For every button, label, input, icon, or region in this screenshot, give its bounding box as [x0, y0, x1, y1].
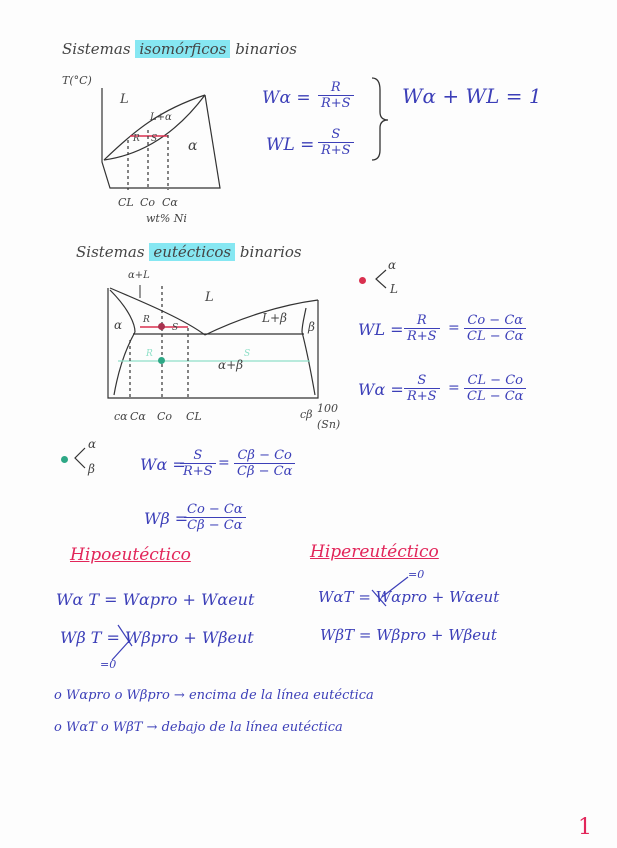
eu-eq-wa-num2: CL − Co	[467, 373, 523, 388]
g-eq-wb-lhs: Wβ =	[144, 509, 189, 528]
eu-eq-wl-num2: Co − Cα	[467, 313, 524, 328]
iso-tick-C0: Co	[140, 196, 156, 209]
hypo-eq2: Wβ T = Wβpro + Wβeut	[60, 628, 254, 647]
g-eq-wa-num: S	[193, 448, 203, 463]
iso-lever-R: R	[133, 134, 140, 144]
eu-eq-wa-den2: CL − Cα	[464, 388, 526, 404]
iso-eq-wl-num: S	[331, 127, 341, 142]
g-eq-wa-den: R+S	[180, 463, 216, 479]
eu-region-A: α	[114, 318, 123, 332]
eu-right-solvus	[302, 332, 315, 395]
eu-tick-CA: Cα	[130, 410, 146, 423]
eu-eq-wl-lhs: WL =	[358, 320, 404, 339]
g-eq-wa-lhs: Wα =	[140, 455, 186, 474]
iso-xaxis-label: wt% Ni	[146, 212, 187, 225]
eu-tick-ca: cα	[114, 410, 128, 423]
eu-region-LB: L+β	[262, 311, 287, 325]
eu-red-point	[158, 323, 165, 330]
iso-eq-wl-frac	[318, 127, 354, 158]
eu-region-L: L	[205, 290, 214, 305]
iso-region-A: α	[188, 138, 198, 154]
g-eq-wb-den: Cβ − Cα	[184, 517, 246, 533]
eu-eq-wa-frac2	[464, 373, 526, 404]
eu-tick-sn: (Sn)	[317, 418, 341, 431]
g-eq-wa-frac1	[180, 448, 216, 479]
equation-bracket	[372, 78, 388, 160]
eu-right-solidus	[302, 308, 306, 332]
eu-eq-wa-lhs: Wα =	[358, 380, 404, 399]
section2-title-highlight: eutécticos	[149, 243, 235, 261]
iso-tick-CA: Cα	[162, 196, 178, 209]
iso-eq-wa-lhs: Wα =	[262, 88, 311, 108]
green-point-branch	[75, 448, 85, 468]
iso-eq-wa-num: R	[330, 80, 341, 95]
green-point-beta: β	[88, 462, 95, 476]
note-line-1: o Wαpro o Wβpro → encima de la línea eutéctica	[54, 688, 374, 703]
eu-eq-wl-frac1	[404, 313, 440, 344]
green-point-marker	[61, 456, 68, 463]
g-eq-wa-frac2	[234, 448, 295, 479]
page-number: 1	[578, 815, 592, 840]
g-eq-wb-num: Co − Cα	[187, 502, 243, 517]
eu-green-point	[158, 357, 165, 364]
eu-tick-C0: Co	[157, 410, 173, 423]
hyper-eq1: WαT = Wαpro + Wαeut	[318, 588, 500, 606]
section1-title-rest: binarios	[235, 40, 297, 58]
red-point-marker	[359, 277, 366, 284]
iso-tick-CL: CL	[118, 196, 134, 209]
iso-region-L: L	[120, 92, 129, 107]
eu-eq-wl-num: R	[416, 313, 427, 328]
green-point-alpha: α	[88, 437, 97, 451]
eu-lever-S: S	[172, 323, 179, 333]
hyper-title: Hipereutéctico	[310, 542, 439, 562]
iso-eq-wl-den: R+S	[318, 142, 354, 158]
eu-tick-cb: cβ	[300, 408, 313, 421]
eu-eq-wl-frac2	[464, 313, 526, 344]
eu-left-solvus	[114, 332, 135, 395]
eu-eq-wl-equals: =	[448, 320, 460, 336]
eu-lever-S2: S	[244, 349, 251, 359]
section2-title	[76, 243, 302, 261]
hypo-eq1: Wα T = Wαpro + Wαeut	[56, 590, 255, 609]
g-eq-wa-num2: Cβ − Co	[237, 448, 292, 463]
hyper-eq2: WβT = Wβpro + Wβeut	[320, 626, 497, 644]
section2-title-plain: Sistemas	[76, 243, 145, 261]
eu-eq-wl-den: R+S	[404, 328, 440, 344]
eu-region-B: β	[308, 320, 315, 334]
iso-region-LA: L+α	[150, 112, 172, 123]
hyper-zero: =0	[408, 568, 425, 581]
eu-tick-CL: CL	[186, 410, 202, 423]
eu-lever-R: R	[143, 315, 150, 325]
red-point-branch	[376, 270, 386, 288]
iso-eq-wa-den: R+S	[318, 95, 354, 111]
iso-sum-equation: Wα + WL = 1	[402, 84, 542, 108]
eu-region-AL: α+L	[128, 270, 150, 281]
eu-eq-wa-frac1	[404, 373, 440, 404]
eu-region-AB: α+β	[218, 358, 244, 372]
hypo-zero: =0	[100, 658, 117, 671]
section2-title-rest: binarios	[239, 243, 302, 261]
eu-eq-wl-den2: CL − Cα	[464, 328, 526, 344]
eu-eq-wa-den: R+S	[404, 388, 440, 404]
iso-lever-S: S	[151, 134, 158, 144]
section1-title-highlight: isomórficos	[135, 40, 230, 58]
red-point-L: L	[390, 282, 398, 296]
section1-title-plain: Sistemas	[62, 40, 131, 58]
axis-temperature-label: T(°C)	[62, 74, 92, 87]
iso-eq-wa-frac	[318, 80, 354, 111]
g-eq-wa-den2: Cβ − Cα	[234, 463, 295, 479]
eu-tick-100: 100	[317, 402, 338, 415]
eu-eq-wa-equals: =	[448, 380, 460, 396]
g-eq-wa-equals: =	[218, 455, 230, 471]
iso-eq-wl-lhs: WL =	[266, 135, 315, 155]
red-point-alpha: α	[388, 258, 397, 272]
eu-eq-wa-num: S	[417, 373, 427, 388]
hypo-title: Hipoeutéctico	[70, 545, 191, 565]
note-line-2: o WαT o WβT → debajo de la línea eutéctica	[54, 720, 343, 735]
eu-lever-R2: R	[146, 349, 153, 359]
g-eq-wb-frac	[184, 502, 246, 533]
